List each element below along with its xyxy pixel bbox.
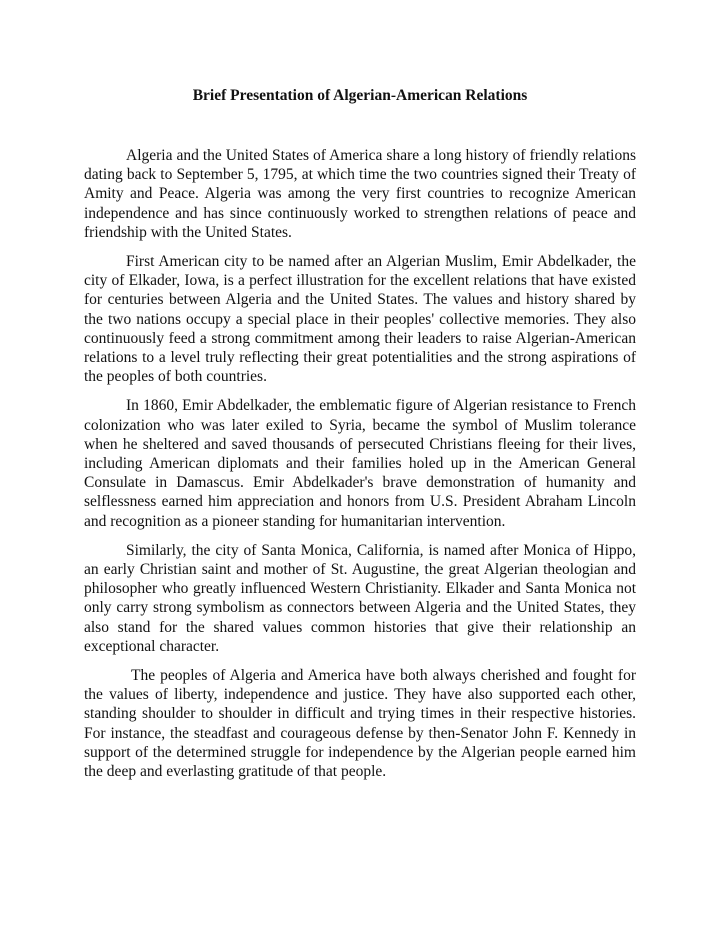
paragraph-4: Similarly, the city of Santa Monica, California, is named after Monica of Hippo, an early Christian saint and mother of St. Augustine, the great Algerian theologian and philosopher who greatly influenced Western Christianity. Elkader and Santa Monica not only carry strong symbolism as connectors between Algeria and the United States, they also stand for the shared values common histories that give their relationship an exceptional character.	[84, 541, 640, 655]
paragraph-1: Algeria and the United States of America share a long history of friendly relations dating back to September 5, 1795, at which time the two countries signed their Treaty of Amity and Peace. Algeria was among the very first countries to recognize American independence and has since continuously worked to strengthen relations of peace and friendship with the United States.	[84, 147, 640, 241]
document-body	[84, 146, 640, 791]
paragraph-3: In 1860, Emir Abdelkader, the emblematic figure of Algerian resistance to French colonization who was later exiled to Syria, became the symbol of Muslim tolerance when he sheltered and saved thousands of persecuted Christians fleeing for their lives, including American diplomats and their families holed up in the American General Consulate in Damascus. Emir Abdelkader's brave demonstration of humanity and selflessness earned him appreciation and honors from U.S. President Abraham Lincoln and recognition as a pioneer standing for humanitarian intervention.	[84, 397, 640, 530]
paragraph-2: First American city to be named after an Algerian Muslim, Emir Abdelkader, the city of Elkader, Iowa, is a perfect illustration for the excellent relations that have existed for centuries between Algeria and the United States. The values and history shared by the two nations occupy a special place in their peoples' collective memories. They also continuously feed a strong commitment among their leaders to raise Algerian-American relations to a level truly reflecting their great potentialities and the strong aspirations of the peoples of both countries.	[84, 253, 640, 386]
document-title: Brief Presentation of Algerian-American Relations	[192, 87, 528, 104]
paragraph-5: The peoples of Algeria and America have both always cherished and fought for the values of liberty, independence and justice. They have also supported each other, standing shoulder to shoulder in difficult and trying times in their respective histories. For instance, the steadfast and courageous defense by then-Senator John F. Kennedy in support of the determined struggle for independence by the Algerian people earned him the deep and everlasting gratitude of that people.	[84, 667, 640, 781]
